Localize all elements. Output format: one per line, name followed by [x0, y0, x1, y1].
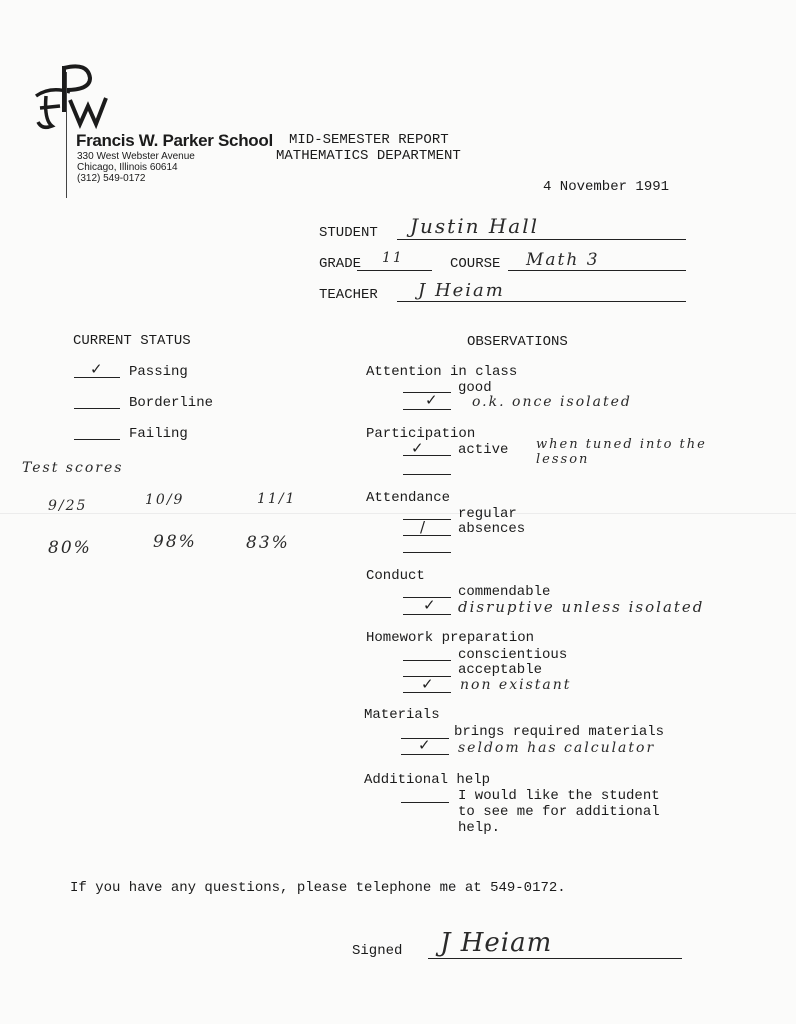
grade-label: GRADE	[319, 256, 362, 272]
test-date-1: 9/25	[48, 498, 88, 514]
attendance-absences-check: /	[420, 518, 426, 536]
additional-help-text-2: to see me for additional	[458, 804, 660, 820]
conduct-other-note: disruptive unless isolated	[458, 598, 705, 616]
attention-good-label: good	[458, 380, 492, 396]
homework-acceptable-label: acceptable	[458, 662, 543, 678]
report-date: 4 November 1991	[543, 179, 670, 195]
department-name: MATHEMATICS DEPARTMENT	[276, 148, 461, 164]
student-line	[397, 239, 686, 240]
school-address-city: Chicago, Illinois 60614	[77, 162, 178, 173]
participation-other-line	[403, 474, 451, 475]
report-title: MID-SEMESTER REPORT	[289, 132, 449, 148]
attendance-other-line	[403, 552, 451, 553]
attendance-regular-line	[403, 519, 451, 520]
status-passing-label: Passing	[129, 364, 188, 380]
attention-other-line	[403, 409, 451, 410]
teacher-signature: J Heiam	[440, 928, 553, 958]
homework-conscientious-label: conscientious	[458, 647, 568, 663]
additional-help-line	[401, 802, 449, 803]
student-name: Justin Hall	[410, 214, 539, 238]
test-score-3: 83%	[246, 533, 290, 553]
letterhead-rule	[66, 72, 67, 198]
test-score-2: 98%	[153, 532, 197, 552]
grade-line	[357, 270, 432, 271]
test-scores-heading: Test scores	[22, 460, 124, 476]
school-name: Francis W. Parker School	[76, 131, 273, 150]
school-phone: (312) 549-0172	[77, 173, 146, 184]
materials-other-line	[401, 754, 449, 755]
paper-fold-line	[0, 513, 796, 514]
teacher-line	[397, 301, 686, 302]
test-score-1: 80%	[48, 538, 92, 558]
homework-other-note: non existant	[460, 677, 572, 693]
signature-line	[428, 958, 682, 959]
conduct-title: Conduct	[366, 568, 425, 584]
attendance-title: Attendance	[366, 490, 451, 506]
signed-label: Signed	[352, 943, 403, 959]
materials-other-check: ✓	[418, 736, 431, 754]
conduct-other-check: ✓	[423, 596, 436, 614]
current-status-heading: CURRENT STATUS	[73, 333, 191, 349]
teacher-name: J Heiam	[418, 280, 505, 301]
participation-active-label: active	[458, 442, 509, 458]
additional-help-text-1: I would like the student	[458, 788, 660, 804]
grade-value: 11	[382, 250, 404, 266]
conduct-commendable-label: commendable	[458, 584, 551, 600]
course-label: COURSE	[450, 256, 501, 272]
attendance-absences-label: absences	[458, 521, 526, 537]
observations-heading: OBSERVATIONS	[467, 334, 568, 350]
homework-other-check: ✓	[421, 675, 434, 693]
conduct-other-line	[403, 614, 451, 615]
course-line	[508, 270, 686, 271]
additional-help-text-3: help.	[458, 820, 501, 836]
status-failing-line	[74, 439, 120, 440]
attention-other-note: o.k. once isolated	[472, 394, 632, 410]
materials-other-note: seldom has calculator	[458, 740, 656, 756]
status-passing-check: ✓	[90, 360, 103, 378]
materials-brings-label: brings required materials	[454, 724, 665, 740]
attendance-regular-label: regular	[458, 506, 517, 522]
materials-title: Materials	[364, 707, 440, 723]
school-logo	[30, 60, 110, 140]
attention-other-check: ✓	[425, 391, 438, 409]
attention-title: Attention in class	[366, 364, 518, 380]
participation-title: Participation	[366, 426, 476, 442]
teacher-label: TEACHER	[319, 287, 378, 303]
participation-active-check: ✓	[411, 439, 424, 457]
status-borderline-label: Borderline	[129, 395, 214, 411]
test-date-2: 10/9	[145, 492, 185, 508]
questions-note: If you have any questions, please telephone me at 549-0172.	[70, 880, 566, 896]
test-date-3: 11/1	[257, 491, 297, 507]
attendance-absences-line	[403, 535, 451, 536]
status-borderline-line	[74, 408, 120, 409]
additional-help-title: Additional help	[364, 772, 491, 788]
homework-title: Homework preparation	[366, 630, 535, 646]
homework-conscientious-line	[403, 660, 451, 661]
participation-active-note: when tuned into the lesson	[536, 437, 707, 467]
course-value: Math 3	[526, 250, 600, 270]
status-failing-label: Failing	[129, 426, 188, 442]
student-label: STUDENT	[319, 225, 378, 241]
school-address-street: 330 West Webster Avenue	[77, 151, 195, 162]
